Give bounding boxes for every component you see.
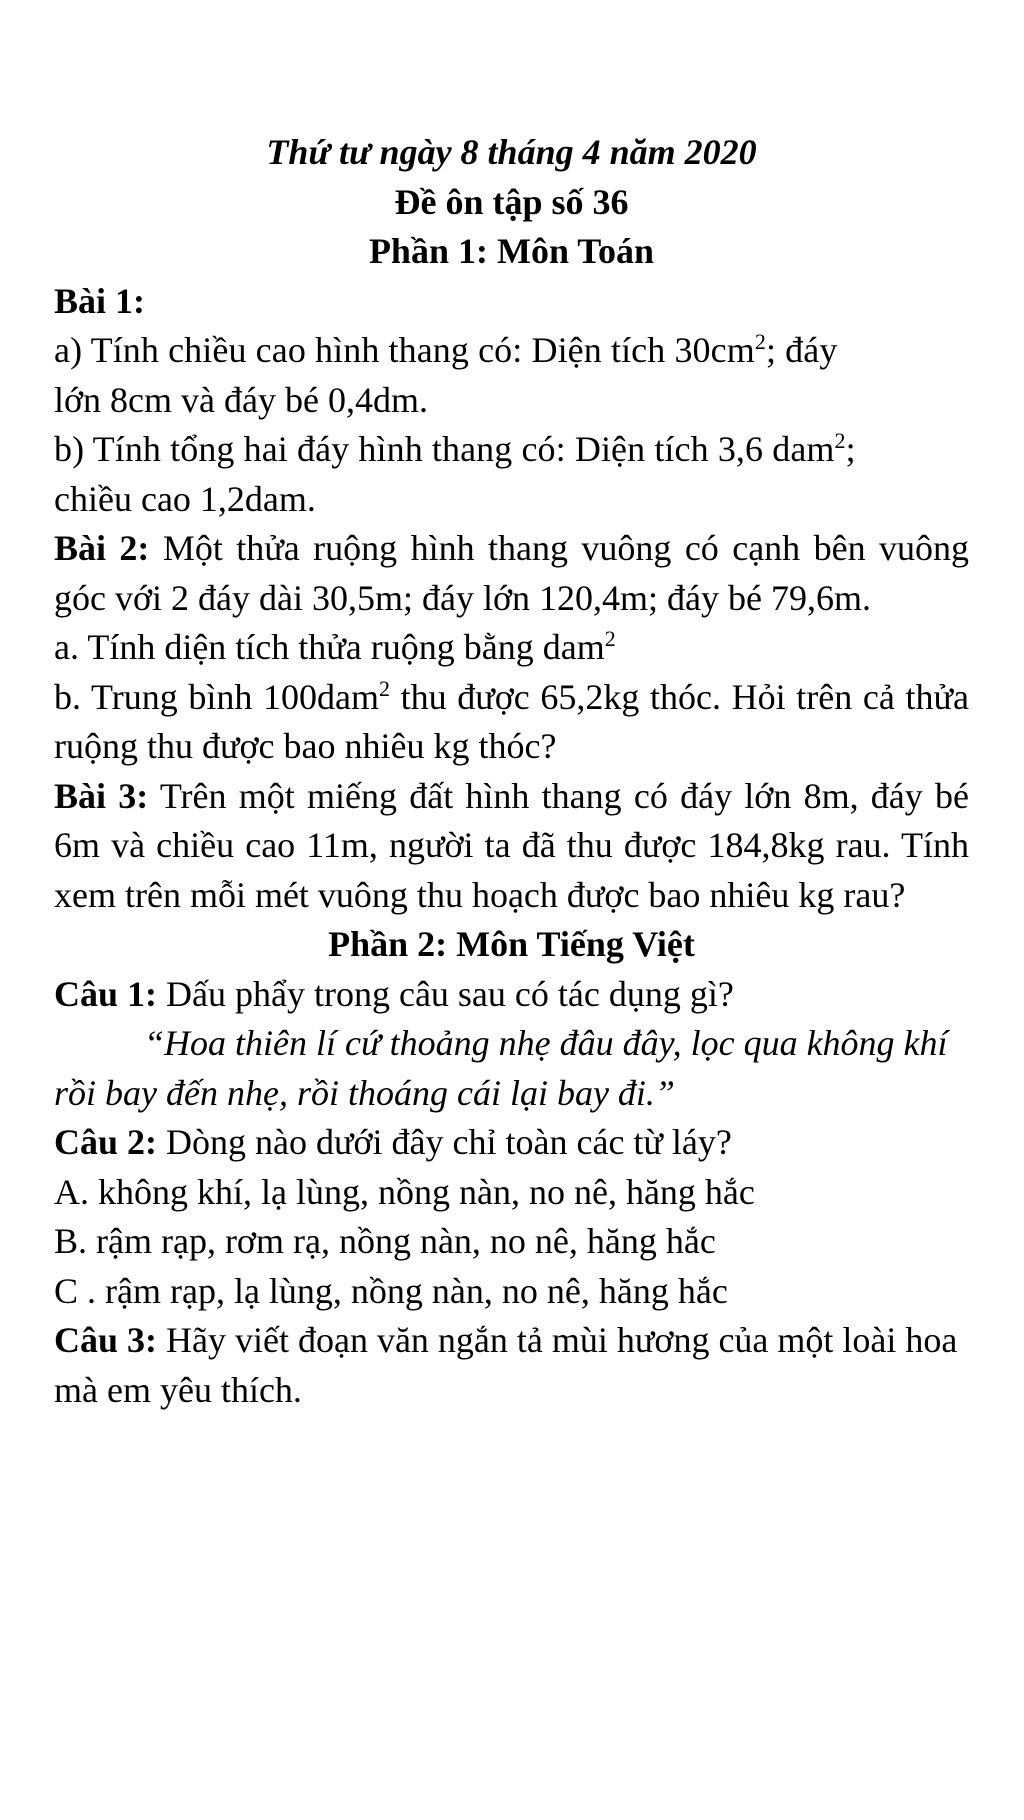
bai2-b-sup: 2 [378, 675, 390, 701]
exam-title: Đề ôn tập số 36 [394, 181, 629, 222]
bai1-b-text-end: ; [845, 429, 856, 469]
bai1-label: Bài 1: [54, 280, 146, 321]
part2-title: Phần 2: Môn Tiếng Việt [328, 924, 695, 964]
bai1-b-text: b) Tính tổng hai đáy hình thang có: Diện tích 3,6 dam [54, 429, 835, 469]
bai2-b-text-end: thu được 65,2kg thóc. Hỏi trên cả thửa ruộng thu được bao nhiêu kg thóc? [54, 676, 969, 766]
bai1-b-sup: 2 [834, 428, 846, 453]
cau2-text: Dòng nào dưới đây chỉ toàn các từ láy? [157, 1122, 732, 1162]
bai2-b [54, 673, 969, 772]
part1-title: Phần 1: Môn Toán [368, 231, 655, 271]
bai2-a-sup: 2 [604, 626, 616, 651]
cau3-text: Hãy viết đoạn văn ngắn tả mùi hương của một loài hoa mà em yêu thích. [54, 1320, 958, 1410]
cau1-question [54, 970, 969, 1020]
cau3-question [54, 1316, 969, 1415]
bai1-a-sup: 2 [754, 329, 766, 354]
cau2-label: Câu 2: [54, 1122, 158, 1162]
cau1-text: Dấu phẩy trong câu sau có tác dụng gì? [157, 973, 734, 1014]
cau1-label: Câu 1: [54, 973, 158, 1014]
bai1-a-line1 [54, 326, 969, 376]
bai1-b-line1 [54, 425, 969, 475]
document-page [54, 128, 969, 1415]
bai2-label: Bài 2: [54, 528, 150, 568]
bai3-text: Trên một miếng đất hình thang có đáy lớn 8m, đáy bé 6m và chiều cao 11m, người ta đã thu được 184,8kg rau. Tính xem trên mỗi mét vuông thu hoạch được bao nhiêu kg rau? [54, 775, 969, 915]
bai2-a-text: a. Tính diện tích thửa ruộng bằng dam [54, 627, 605, 667]
bai2-b-text: b. Trung bình 100dam [54, 676, 379, 717]
bai2-text: Một thửa ruộng hình thang vuông có cạnh bên vuông góc với 2 đáy dài 30,5m; đáy lớn 120,4m; đáy bé 79,6m. [54, 528, 969, 618]
cau2-question [54, 1118, 969, 1168]
cau3-label: Câu 3: [54, 1320, 158, 1360]
bai2-paragraph [54, 524, 969, 623]
bai3-label: Bài 3: [54, 775, 149, 816]
bai2-a [54, 623, 969, 673]
bai1-a-line2: lớn 8cm và đáy bé 0,4dm. [54, 379, 428, 420]
bai1-b-line2: chiều cao 1,2dam. [54, 478, 316, 519]
bai1-a-text-end: ; đáy [765, 330, 838, 370]
cau2-option-c: C . rậm rạp, lạ lùng, nồng nàn, no nê, hăng hắc [54, 1270, 728, 1311]
cau1-quote: “Hoa thiên lí cứ thoảng nhẹ đâu đây, lọc qua không khí rồi bay đến nhẹ, rồi thoáng cái lại bay đi.” [54, 1023, 948, 1113]
bai3-paragraph [54, 772, 969, 921]
cau2-option-b: B. rậm rạp, rơm rạ, nồng nàn, no nê, hăng hắc [54, 1221, 716, 1261]
bai1-a-text: a) Tính chiều cao hình thang có: Diện tích 30cm [54, 330, 755, 370]
date-heading: Thứ tư ngày 8 tháng 4 năm 2020 [266, 132, 757, 172]
cau2-option-a: A. không khí, lạ lùng, nồng nàn, no nê, hăng hắc [54, 1171, 755, 1212]
